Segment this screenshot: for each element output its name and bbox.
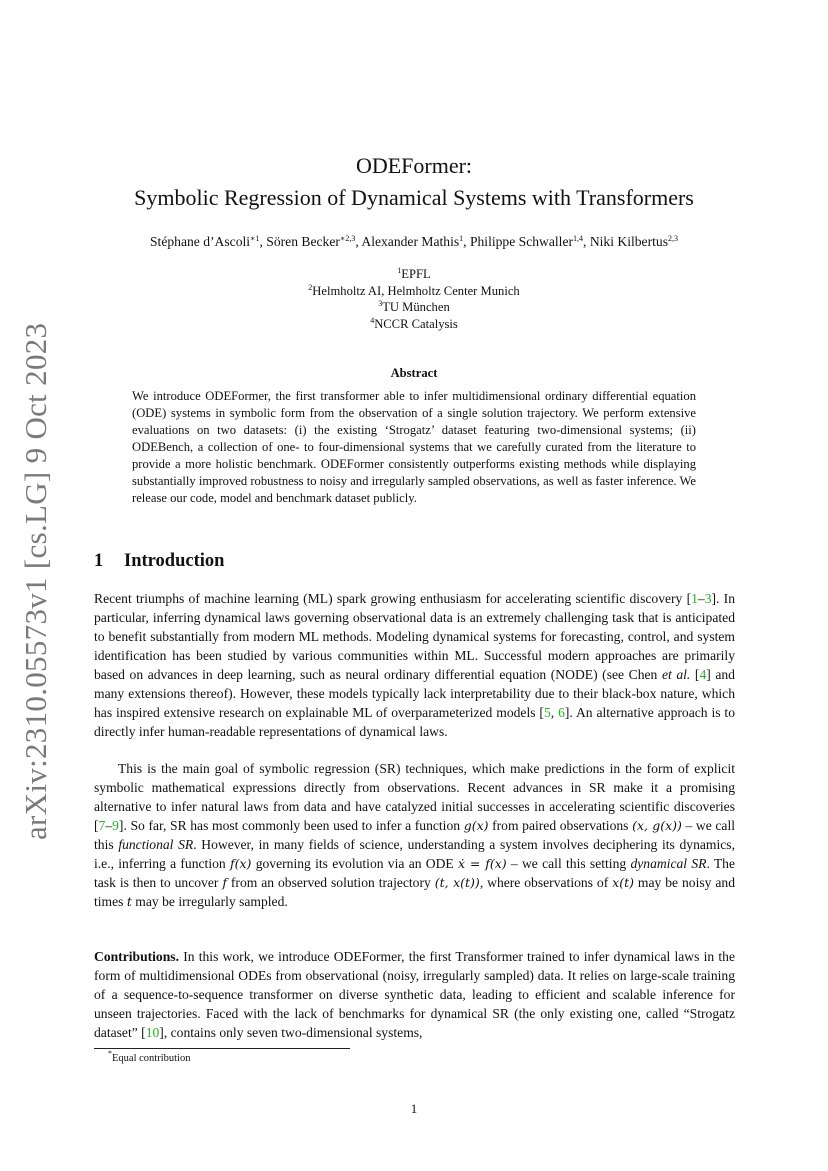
paper-title	[94, 150, 734, 214]
citation-link[interactable]: 7	[98, 818, 106, 833]
author-list: Stéphane d’Ascoli$^{∗1}$, Sören Becker$^{∗2,3}$, Alexander Mathis$^1$, Philippe Schwaller$^{1,4}$, Niki Kilbertus$^{2,3}$	[150, 234, 678, 249]
author-mark: 1	[459, 234, 464, 243]
affiliation: $^1$EPFL	[397, 266, 431, 281]
page-number: 1	[410, 1101, 418, 1116]
section-title: Introduction	[124, 551, 225, 571]
citation-link[interactable]: 5	[543, 705, 551, 720]
affiliation: $^4$NCCR Catalysis	[370, 315, 458, 331]
section-number: 1	[94, 551, 104, 571]
author-mark: 2,3	[668, 234, 678, 243]
arxiv-identifier: arXiv:2310.05573v1 [cs.LG] 9 Oct 2023	[18, 322, 53, 840]
title-line-2: Symbolic Regression of Dynamical Systems with Transformers	[134, 185, 694, 210]
author-name: Philippe Schwaller	[469, 234, 574, 249]
citation-link[interactable]: 3	[704, 591, 712, 606]
intro-paragraph-1: Recent triumphs of machine learning (ML) spark growing enthusiasm for accelerating scientific discovery [1–3]. In particular, inferring dynamical laws governing observational data is an extremely challenging task that is anticipated to benefit substantially from modern ML methods. Modeling dynamical systems for forecasting, control, and system identification has been studied by various communities within ML. Successful modern approaches are primarily based on advances in deep learning, such as neural ordinary differential equation (NODE) (see Chen et al. [4] and many extensions thereof). However, these models typically lack interpretability due to their black-box nature, which has inspired extensive research on explainable ML of overparameterized models [5, 6]. An alternative approach is to directly infer human-readable representations of dynamical laws.	[94, 591, 736, 739]
citation-link[interactable]: 4	[699, 667, 707, 682]
affiliation: $^2$Helmholtz AI, Helmholtz Center Munich	[308, 282, 520, 298]
section-heading	[94, 551, 224, 572]
citation-link[interactable]: 1	[691, 591, 698, 606]
math-inline: g(x)	[463, 818, 489, 833]
author-mark: 1,4	[573, 234, 584, 243]
footnote: *Equal contribution	[108, 1049, 191, 1064]
math-inline: (t, x(t))	[434, 875, 480, 890]
paragraph-lead: Contributions.	[94, 949, 179, 964]
citation-link[interactable]: 10	[145, 1025, 160, 1040]
math-inline: t	[126, 894, 132, 909]
footnote-rule	[94, 1048, 350, 1049]
author-name: Stéphane d’Ascoli	[150, 234, 251, 249]
math-inline: f	[222, 875, 227, 890]
author-name: Sören Becker	[266, 234, 340, 249]
affiliation: $^3$TU München	[378, 299, 450, 314]
author-name: Niki Kilbertus	[589, 234, 668, 249]
math-inline: (x, g(x))	[632, 818, 682, 833]
math-inline: ẋ = f(x)	[458, 856, 507, 871]
math-inline: f(x)	[229, 856, 252, 871]
affiliation-list	[94, 266, 734, 332]
contributions-paragraph: Contributions. In this work, we introduce ODEFormer, the first Transformer trained to infer dynamical laws in the form of multidimensional ODEs from observational (noisy, irregularly sampled) data. It relies on large-scale training of a sequence-to-sequence transformer on diverse synthetic data, leading to efficient and scalable inference for unseen trajectories. Faced with the lack of benchmarks for dynamical SR (the only existing one, called “Strogatz dataset” [10], contains only seven two-dimensional systems,	[94, 949, 735, 1040]
intro-paragraph-2: This is the main goal of symbolic regression (SR) techniques, which make predictions in the form of explicit symbolic mathematical expressions directly from observations. Recent advances in SR make it a promising alternative to infer natural laws from data and have catalyzed initial successes in accelerating scientific discoveries [7–9]. So far, SR has most commonly been used to infer a function g(x) from paired observations (x, g(x)) – we call this functional SR. However, in many fields of science, understanding a system involves deciphering its dynamics, i.e., inferring a function f(x) governing its evolution via an ODE ẋ = f(x) – we call this setting dynamical SR. The task is then to uncover f from an observed solution trajectory (t, x(t)), where observations of x(t) may be noisy and times t may be irregularly sampled.	[94, 761, 736, 909]
abstract-text: We introduce ODEFormer, the first transformer able to infer multidimensional ordinary differential equation (ODE) systems in symbolic form from the observation of a single solution trajectory. We perform extensive evaluations on two datasets: (i) the existing ‘Strogatz’ dataset featuring two-dimensional systems; (ii) ODEBench, a collection of one- to four-dimensional systems that we carefully curated from the literature to provide a more holistic benchmark. ODEFormer consistently outperforms existing methods while displaying substantially improved robustness to noisy and irregularly sampled observations, as well as faster inference. We release our code, model and benchmark dataset publicly.	[132, 389, 696, 505]
math-inline: x(t)	[612, 875, 634, 890]
citation-link[interactable]: 9	[112, 818, 119, 833]
abstract-heading: Abstract	[390, 366, 438, 380]
author-mark: ∗1	[250, 234, 260, 243]
title-line-1: ODEFormer:	[355, 153, 473, 178]
author-name: Alexander Mathis	[361, 234, 460, 249]
author-mark: ∗2,3	[339, 234, 356, 243]
citation-link[interactable]: 6	[558, 705, 565, 720]
